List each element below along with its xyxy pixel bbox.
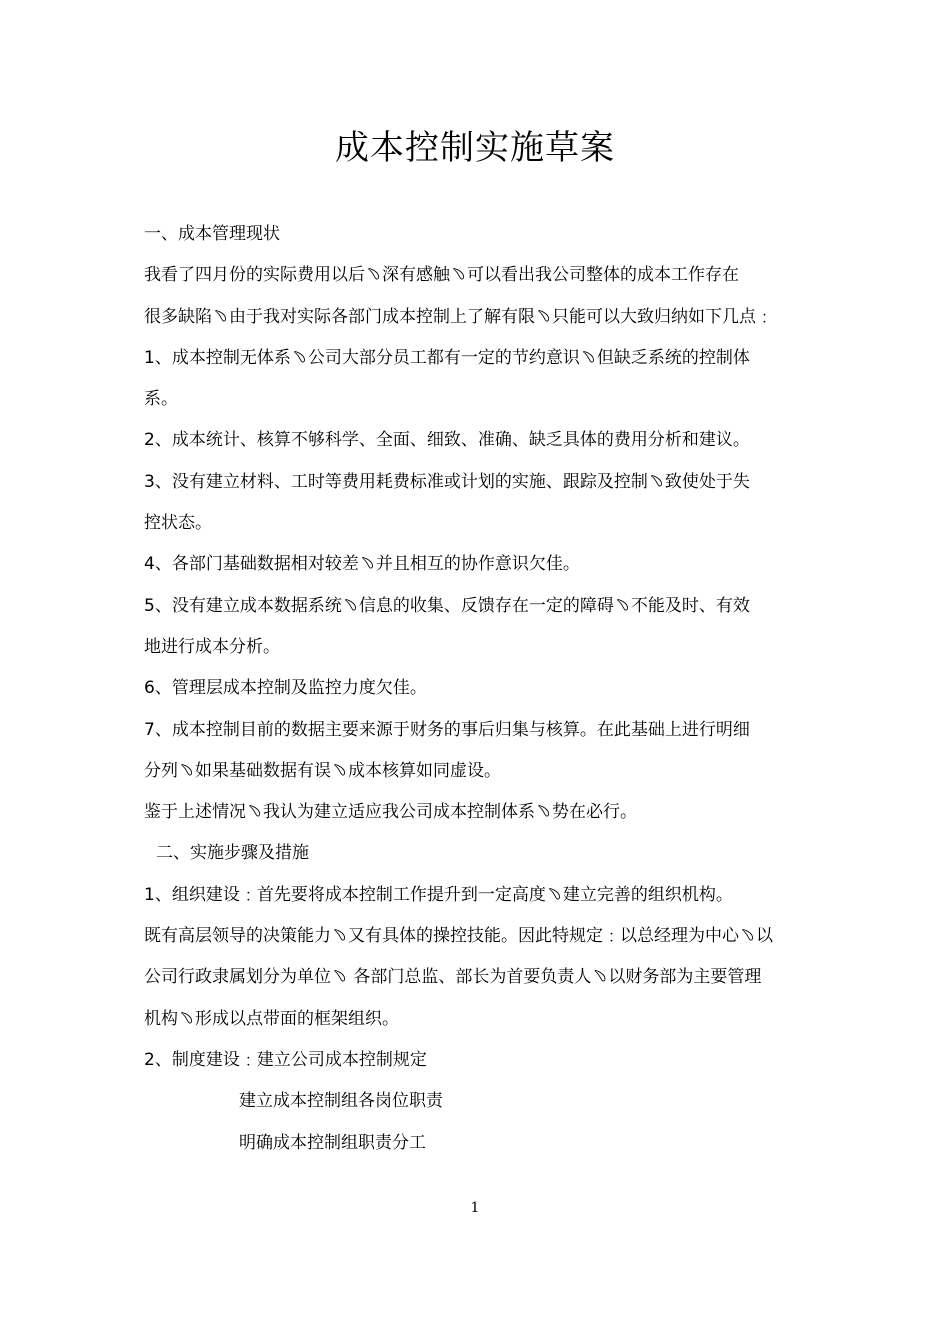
conclusion-line: 鉴于上述情况﹆我认为建立适应我公司成本控制体系﹆势在必行。 (144, 802, 637, 823)
document-title: 成本控制实施草案 (335, 128, 615, 168)
document-body (144, 214, 804, 1164)
list-item-3-continued: 控状态。 (144, 513, 212, 534)
paragraph-line: 机构﹆形成以点带面的框架组织。 (144, 1008, 399, 1029)
section-heading-current-status: 一、成本管理现状 (144, 224, 280, 244)
list-item-4: 4、各部门基础数据相对较差﹆并且相互的协作意识欠佳。 (144, 554, 580, 575)
step-2-system: 2、制度建设﹕建立公司成本控制规定 (144, 1049, 427, 1070)
list-item-1-continued: 系。 (144, 389, 178, 410)
list-item-2: 2、成本统计、核算不够科学、全面、细致、准确、缺乏具体的费用分析和建议。 (144, 430, 750, 451)
list-item-7-continued: 分列﹆如果基础数据有误﹆成本核算如同虚设。 (144, 760, 501, 781)
list-item-6: 6、管理层成本控制及监控力度欠佳。 (144, 678, 427, 699)
list-item-1: 1、成本控制无体系﹆公司大部分员工都有一定的节约意识﹆但缺乏系统的控制体 (144, 347, 750, 368)
paragraph-line: 我看了四月份的实际费用以后﹆深有感触﹆可以看出我公司整体的成本工作存在 (144, 265, 739, 286)
paragraph-line: 既有高层领导的决策能力﹆又有具体的操控技能。因此特规定﹕以总经理为中心﹆以 (144, 926, 773, 947)
list-item-3: 3、没有建立材料、工时等费用耗费标准或计划的实施、跟踪及控制﹆致使处于失 (144, 471, 750, 492)
list-item-7: 7、成本控制目前的数据主要来源于财务的事后归集与核算。在此基础上进行明细 (144, 719, 750, 740)
sub-item-responsibilities: 建立成本控制组各岗位职责 (239, 1091, 443, 1112)
page-number: 1 (470, 1200, 480, 1216)
paragraph-line: 公司行政隶属划分为单位﹆ 各部门总监、部长为首要负责人﹆以财务部为主要管理 (144, 967, 762, 988)
list-item-5-continued: 地进行成本分析。 (144, 636, 280, 657)
step-1-organization: 1、组织建设﹕首先要将成本控制工作提升到一定高度﹆建立完善的组织机构。 (144, 884, 733, 905)
section-heading-steps: 二、实施步骤及措施 (156, 843, 309, 864)
sub-item-division: 明确成本控制组职责分工 (239, 1132, 426, 1153)
list-item-5: 5、没有建立成本数据系统﹆信息的收集、反馈存在一定的障碍﹆不能及时、有效 (144, 595, 750, 616)
paragraph-line: 很多缺陷﹆由于我对实际各部门成本控制上了解有限﹆只能可以大致归纳如下几点﹕ (144, 306, 773, 327)
